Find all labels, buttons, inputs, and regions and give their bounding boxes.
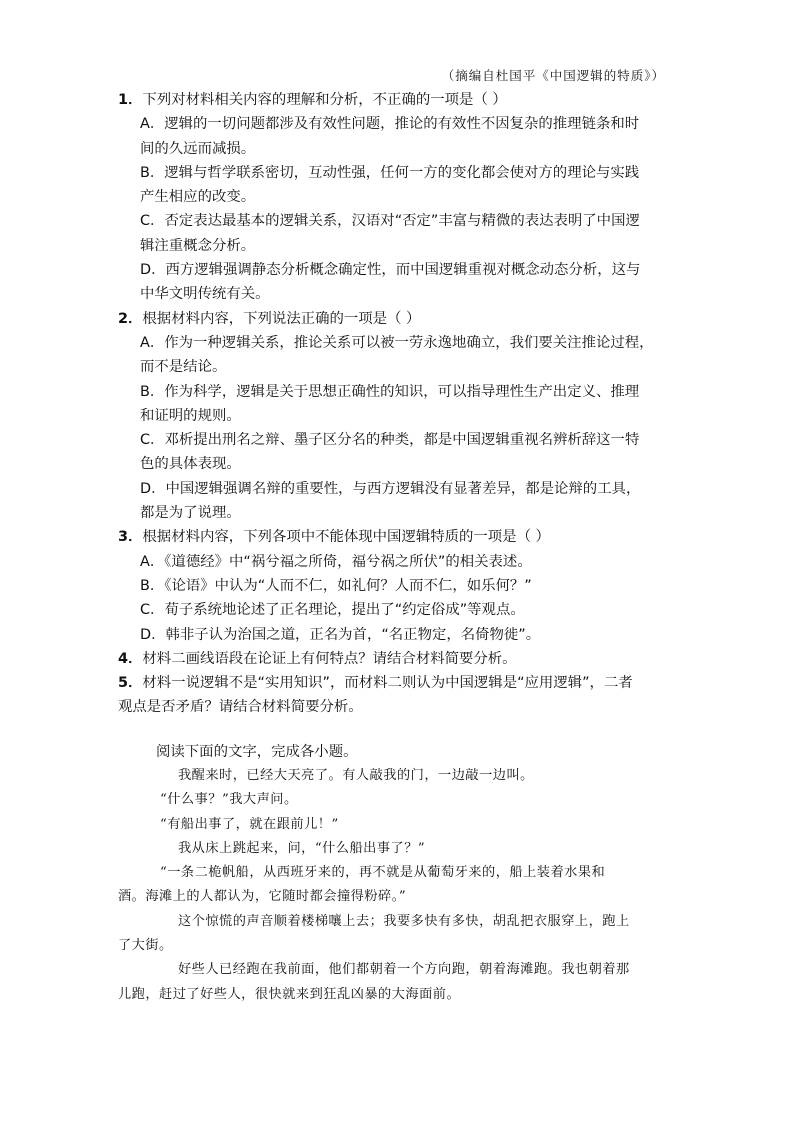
option-b-cont: 和证明的规则。 bbox=[140, 407, 241, 424]
option-b: B．逻辑与哲学联系密切，互动性强，任何一方的变化都会使对方的理论与实践 bbox=[140, 164, 640, 181]
option-d-cont: 都是为了说理。 bbox=[140, 505, 241, 522]
option-c: C．邓析提出刑名之辩、墨子区分名的种类，都是中国逻辑重视名辨析辞这一特 bbox=[140, 432, 640, 449]
option-c-cont: 辑注重概念分析。 bbox=[140, 237, 256, 254]
option-a: A．《道德经》中“祸兮福之所倚，福兮祸之所伏”的相关表述。 bbox=[140, 553, 532, 570]
question-stem: 材料二画线语段在论证上有何特点？请结合材料简要分析。 bbox=[142, 650, 517, 667]
question-stem: 材料一说逻辑不是“实用知识”，而材料二则认为中国逻辑是“应用逻辑”，二者 bbox=[142, 675, 633, 692]
question-stem-cont: 观点是否矛盾？请结合材料简要分析。 bbox=[118, 699, 363, 716]
question-stem: 根据材料内容，下列说法正确的一项是（ ） bbox=[142, 310, 421, 327]
option-d: D．西方逻辑强调静态分析概念确定性，而中国逻辑重视对概念动态分析，这与 bbox=[140, 262, 641, 279]
question-number: 2． bbox=[118, 310, 143, 327]
passage-intro: 阅读下面的文字，完成各小题。 bbox=[156, 744, 358, 760]
passage-line: “什么事？”我大声问。 bbox=[160, 792, 298, 808]
option-b: B．作为科学，逻辑是关于思想正确性的知识，可以指导理性生产出定义、推理 bbox=[140, 383, 640, 400]
reading-passage bbox=[118, 740, 678, 1007]
passage-line: 酒。海滩上的人都认为，它随时都会撞得粉碎。” bbox=[118, 889, 407, 905]
passage-line: 了大街。 bbox=[118, 938, 173, 954]
option-c-cont: 色的具体表现。 bbox=[140, 456, 241, 473]
question-stem: 根据材料内容，下列各项中不能体现中国逻辑特质的一项是（ ） bbox=[142, 529, 550, 546]
question-number: 1． bbox=[118, 92, 143, 108]
option-d: D．韩非子认为治国之道，正名为首，“名正物定，名倚物徙”。 bbox=[140, 626, 541, 643]
option-d-cont: 中华文明传统有关。 bbox=[140, 286, 270, 303]
question-1 bbox=[118, 88, 688, 307]
option-a-cont: 间的久远而减损。 bbox=[140, 140, 256, 157]
option-c: C．荀子系统地论述了正名理论，提出了“约定俗成”等观点。 bbox=[140, 602, 525, 619]
passage-line: 我醒来时，已经大天亮了。有人敲我的门，一边敲一边叫。 bbox=[178, 768, 534, 783]
option-c: C．否定表达最基本的逻辑关系，汉语对“否定”丰富与精微的表达表明了中国逻 bbox=[140, 213, 640, 230]
questions-section bbox=[118, 88, 688, 720]
option-a: A．逻辑的一切问题都涉及有效性问题，推论的有效性不因复杂的推理链条和时 bbox=[140, 116, 640, 133]
passage-line: 好些人已经跑在我前面，他们都朝着一个方向跑，朝着海滩跑。我也朝着那 bbox=[178, 962, 630, 978]
passage-line: 这个惊慌的声音顺着楼梯嚷上去；我要多快有多快，胡乱把衣服穿上，跑上 bbox=[178, 913, 630, 929]
option-d: D．中国逻辑强调名辩的重要性，与西方逻辑没有显著差异，都是论辩的工具， bbox=[140, 480, 641, 497]
option-a: A．作为一种逻辑关系，推论关系可以被一劳永逸地确立，我们要关注推论过程， bbox=[140, 334, 654, 351]
passage-line: “有船出事了，就在跟前儿！” bbox=[160, 816, 339, 832]
question-3 bbox=[118, 525, 688, 646]
question-5 bbox=[118, 671, 688, 720]
question-number: 5． bbox=[118, 675, 143, 692]
question-stem: 下列对材料相关内容的理解和分析，不正确的一项是（ ） bbox=[142, 92, 507, 108]
option-a-cont: 而不是结论。 bbox=[140, 359, 227, 376]
question-number: 3． bbox=[118, 529, 143, 546]
source-note: （摘编自杜国平《中国逻辑的特质》） bbox=[441, 68, 665, 83]
option-b-cont: 产生相应的改变。 bbox=[140, 189, 256, 206]
question-number: 4． bbox=[118, 650, 143, 667]
question-2 bbox=[118, 307, 688, 526]
passage-line: 儿跑，赶过了好些人，很快就来到狂乱凶暴的大海面前。 bbox=[118, 986, 461, 1002]
passage-line: 我从床上跳起来，问，“什么船出事了？” bbox=[178, 840, 426, 856]
option-b: B．《论语》中认为“人而不仁，如礼何？人而不仁，如乐何？” bbox=[140, 577, 532, 594]
passage-line: “一条二桅帆船，从西班牙来的，再不就是从葡萄牙来的，船上装着水果和 bbox=[160, 865, 606, 881]
question-4 bbox=[118, 647, 688, 671]
